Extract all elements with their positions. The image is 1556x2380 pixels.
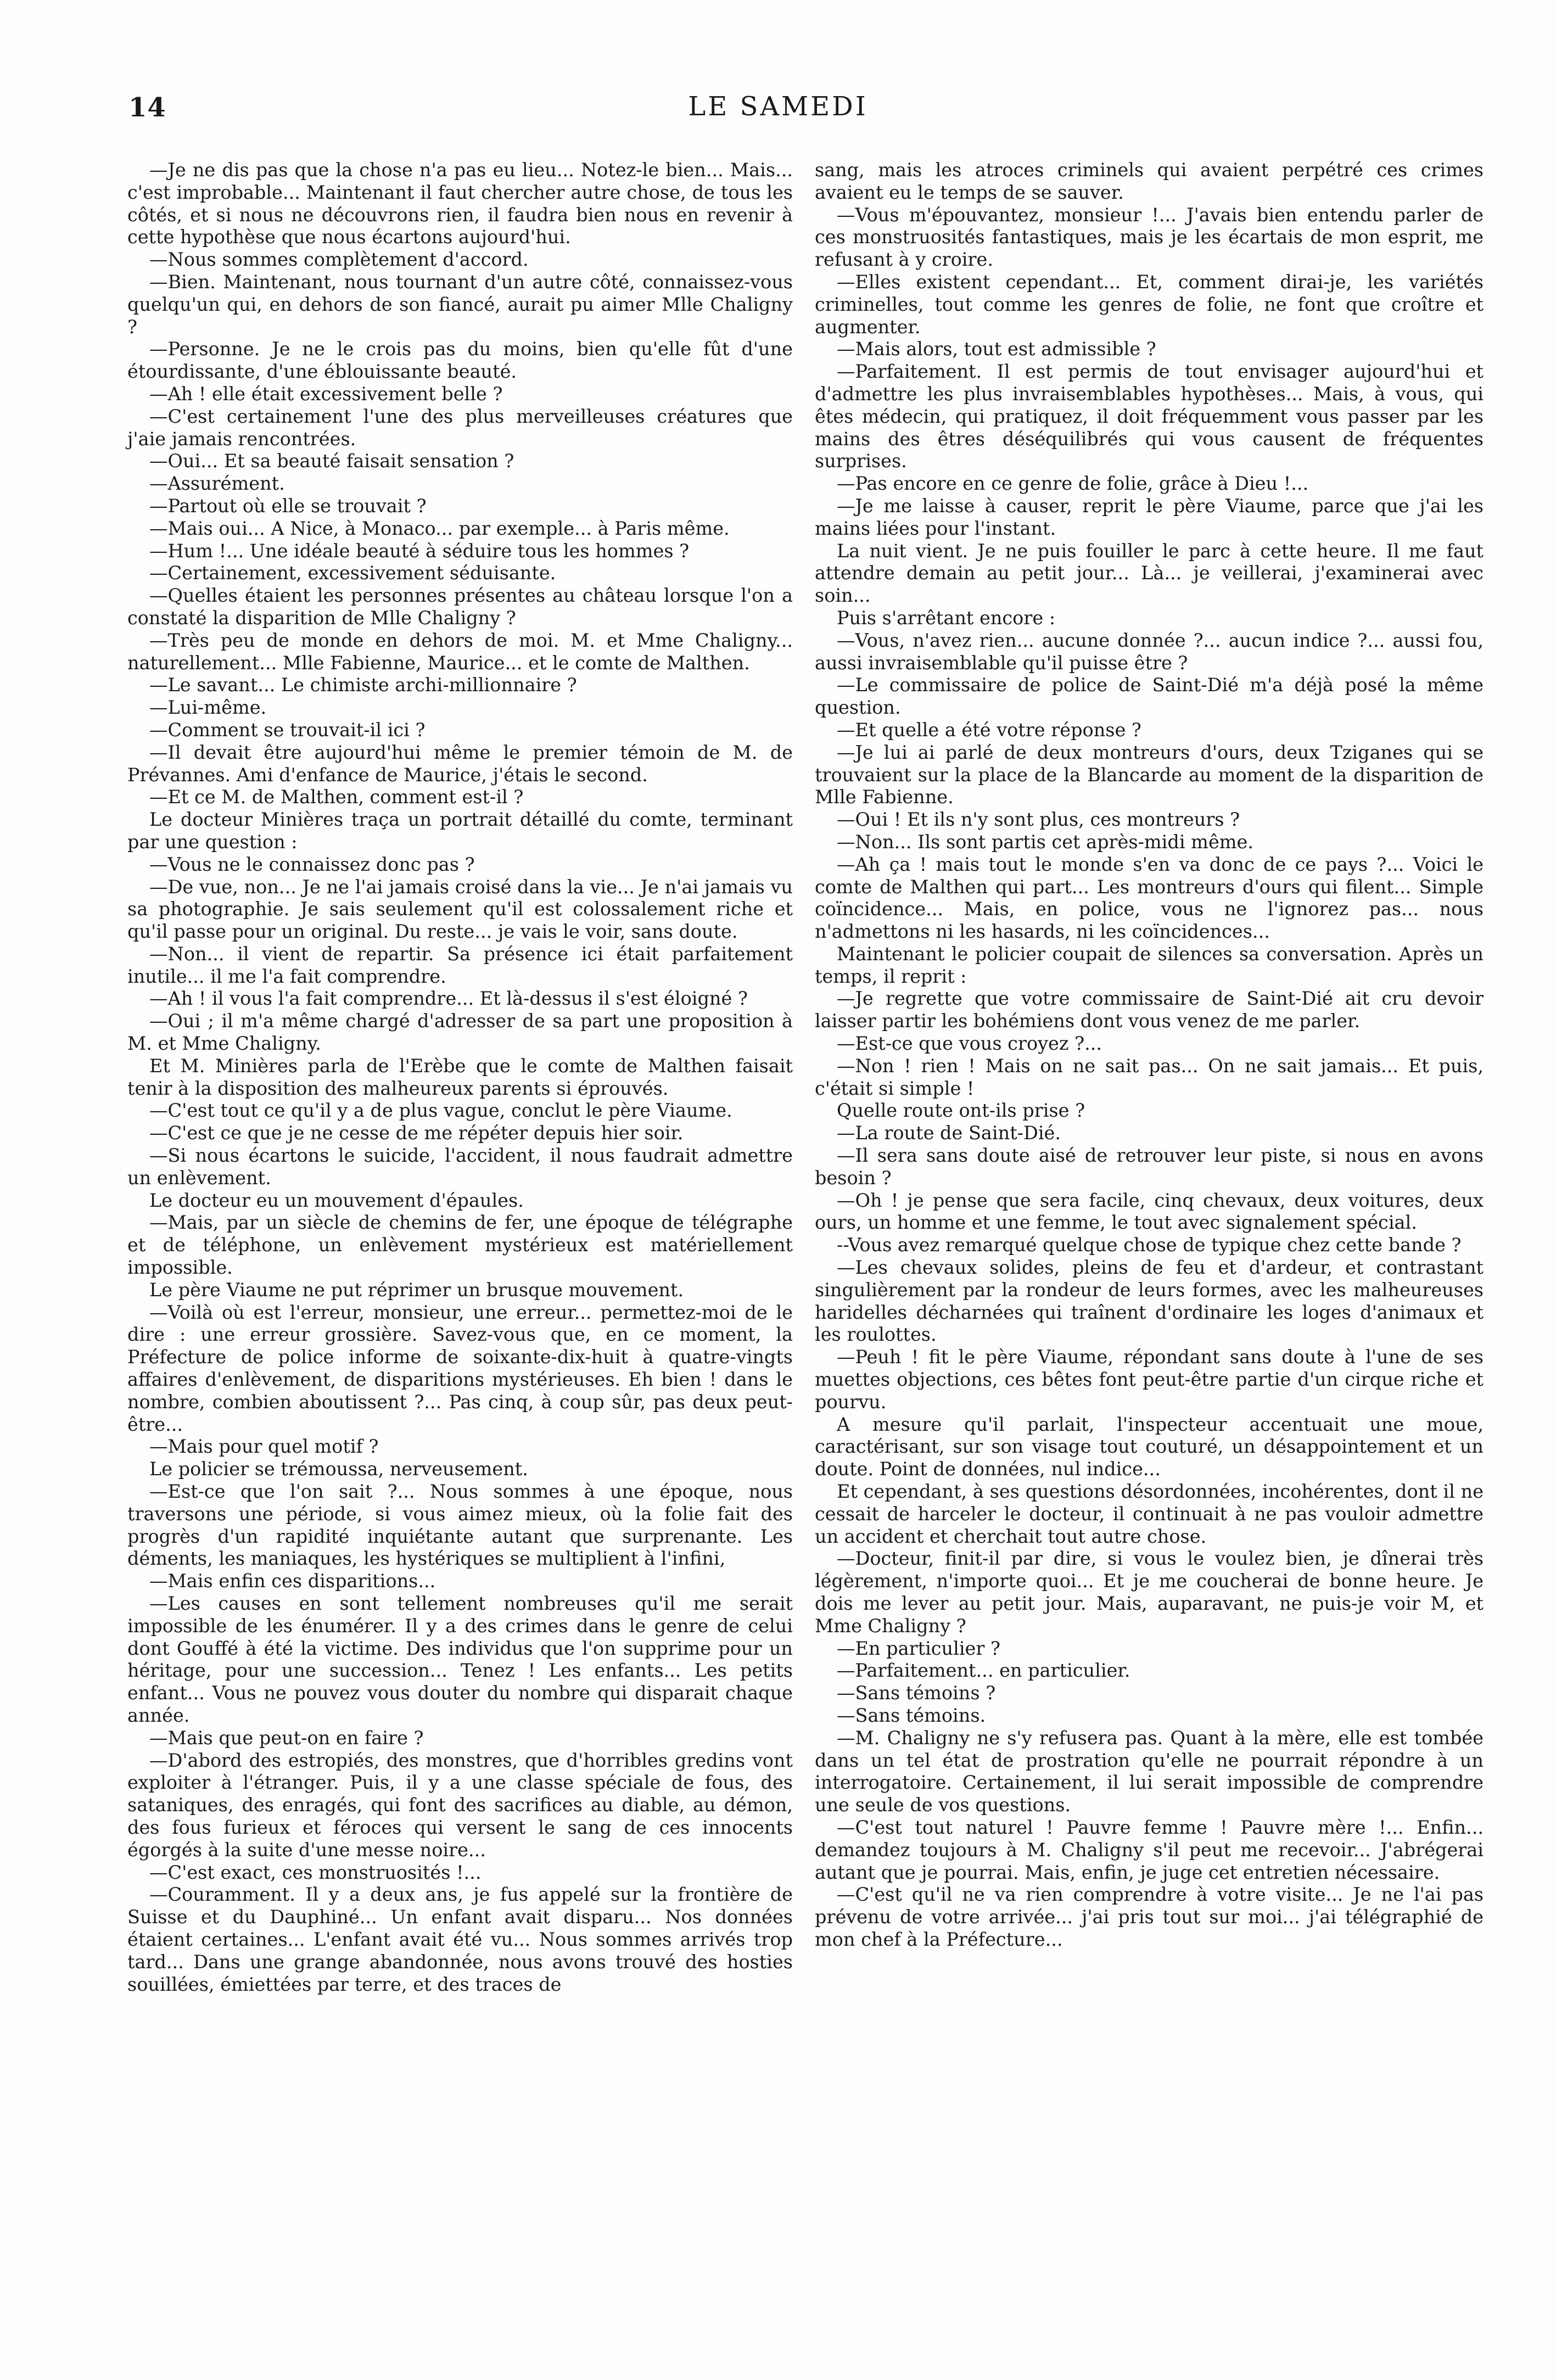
paragraph: Maintenant le policier coupait de silences sa conversation. Après un temps, il reprit :: [815, 943, 1484, 987]
paragraph: —Mais, par un siècle de chemins de fer, une époque de télégraphe et de téléphone, un enlèvement mystérieux est matériellement impossible.: [127, 1212, 793, 1279]
paragraph: —Est-ce que vous croyez ?...: [837, 1033, 1102, 1055]
paragraph: —Hum !... Une idéale beauté à séduire tous les hommes ?: [149, 540, 690, 562]
running-title: LE SAMEDI: [688, 91, 868, 122]
paragraph: —Il sera sans doute aisé de retrouver leur piste, si nous en avons besoin ?: [815, 1145, 1484, 1189]
paragraph: —Ah ça ! mais tout le monde s'en va donc de ce pays ?... Voici le comte de Malthen qui part... Les montreurs d'ours qui filent... Simple coïncidence... Mais, en police, vous ne l'ignorez pas... nous n'admettons ni les hasards, ni les coïncidences...: [815, 853, 1484, 943]
paragraph: —Non... il vient de repartir. Sa présence ici était parfaitement inutile... il me l'a fait comprendre.: [127, 943, 793, 987]
paragraph: —Comment se trouvait-il ici ?: [149, 719, 426, 741]
paragraph: —Sans témoins.: [837, 1704, 986, 1726]
paragraph: —Vous ne le connaissez donc pas ?: [149, 853, 475, 875]
paragraph: —Sans témoins ?: [837, 1682, 996, 1704]
paragraph: —Couramment. Il y a deux ans, je fus appelé sur la frontière de Suisse et du Dauphiné... Un enfant avait disparu... Nos données étaient certaines... L'enfant avait été vu... Nous sommes arrivés trop tard... Dans une grange abandonnée, nous avons trouvé des hosties souillées, émiettées par terre, et des traces de: [127, 1884, 793, 1995]
paragraph: —Pas encore en ce genre de folie, grâce à Dieu !...: [837, 473, 1309, 495]
paragraph: —Parfaitement... en particulier.: [837, 1660, 1130, 1682]
paragraph: —Ah ! il vous l'a fait comprendre... Et là-dessus il s'est éloigné ?: [149, 988, 748, 1010]
paragraph: --Vous avez remarqué quelque chose de typique chez cette bande ?: [837, 1234, 1462, 1256]
paragraph: —C'est tout naturel ! Pauvre femme ! Pauvre mère !... Enfin... demandez toujours à M. Chaligny s'il peut me recevoir... J'abrégerai autant que je pourrai. Mais, enfin, je juge cet entretien nécessaire.: [815, 1816, 1484, 1883]
paragraph: Et M. Minières parla de l'Erèbe que le comte de Malthen faisait tenir à la disposition des malheureux parents si éprouvés.: [127, 1055, 793, 1099]
paragraph: Et cependant, à ses questions désordonnées, incohérentes, dont il ne cessait de harceler le docteur, il continuait à ne pas vouloir admettre un accident et cherchait tout autre chose.: [815, 1481, 1484, 1547]
page-number: 14: [128, 92, 166, 123]
paragraph: —Est-ce que l'on sait ?... Nous sommes à une époque, nous traversons une période, si vous aimez mieux, où la folie fait des progrès d'un rapidité inquiétante autant que surprenante. Les déments, les maniaques, les hystériques se multiplient à l'infini,: [127, 1481, 793, 1570]
paragraph: —Nous sommes complètement d'accord.: [149, 249, 529, 271]
paragraph: Le père Viaume ne put réprimer un brusque mouvement.: [149, 1279, 684, 1301]
paragraph: —Je me laisse à causer, reprit le père Viaume, parce que j'ai les mains liées pour l'instant.: [815, 495, 1484, 539]
paragraph: —M. Chaligny ne s'y refusera pas. Quant à la mère, elle est tombée dans un tel état de prostration qu'elle ne pourrait répondre à un interrogatoire. Certainement, il lui serait impossible de comprendre une seule de vos questions.: [815, 1727, 1484, 1816]
paragraph: —En particulier ?: [837, 1637, 1000, 1659]
paragraph: Le policier se trémoussa, nerveusement.: [149, 1458, 528, 1480]
paragraph: —Les chevaux solides, pleins de feu et d'ardeur, et contrastant singulièrement par la rondeur de leurs formes, avec les malheureuses haridelles décharnées qui traînent d'ordinaire les loges d'animaux et les roulottes.: [815, 1257, 1484, 1346]
paragraph: —Bien. Maintenant, nous tournant d'un autre côté, connaissez-vous quelqu'un qui, en dehors de son fiancé, aurait pu aimer Mlle Chaligny ?: [127, 271, 793, 338]
paragraph: —Vous, n'avez rien... aucune donnée ?... aucun indice ?... aussi fou, aussi invraisemblable qu'il puisse être ?: [815, 629, 1484, 674]
paragraph: —Je ne dis pas que la chose n'a pas eu lieu... Notez-le bien... Mais... c'est improbable... Maintenant il faut chercher autre chose, de tous les côtés, et si nous ne découvrons rien, il faudra bien nous en revenir à cette hypothèse que nous écartons aujourd'hui.: [127, 159, 793, 248]
paragraph: —De vue, non... Je ne l'ai jamais croisé dans la vie... Je n'ai jamais vu sa photographie. Je sais seulement qu'il est colossalement riche et qu'il passe pour un original. Du reste... je vais le voir, sans doute.: [127, 876, 793, 943]
paragraph: —Mais enfin ces disparitions...: [149, 1570, 436, 1592]
paragraph: —C'est exact, ces monstruosités !...: [149, 1861, 482, 1883]
paragraph: —Si nous écartons le suicide, l'accident, il nous faudrait admettre un enlèvement.: [127, 1145, 793, 1189]
paragraph: —Lui-même.: [149, 697, 267, 719]
paragraph: —Partout où elle se trouvait ?: [149, 495, 427, 517]
paragraph: —Certainement, excessivement séduisante.: [149, 562, 556, 584]
paragraph: —Mais pour quel motif ?: [149, 1436, 379, 1458]
paragraph: —Parfaitement. Il est permis de tout envisager aujourd'hui et d'admettre les plus invraisemblables hypothèses... Mais, à vous, qui êtes médecin, qui pratiquez, il doit fréquemment vous passer par les mains des êtres déséquilibrés qui vous causent de fréquentes surprises.: [815, 361, 1484, 472]
paragraph: —Oui... Et sa beauté faisait sensation ?: [149, 450, 514, 472]
paragraph: —Les causes en sont tellement nombreuses qu'il me serait impossible de les énumérer. Il y a des crimes dans le genre de celui dont Gouffé à été la victime. Des individus que l'on supprime pour un héritage, pour une succession... Tenez ! Les enfants... Les petits enfant... Vous ne pouvez vous douter du nombre qui disparait chaque année.: [127, 1593, 793, 1726]
paragraph: La nuit vient. Je ne puis fouiller le parc à cette heure. Il me faut attendre demain au petit jour... Là... je veillerai, j'examinerai avec soin...: [815, 540, 1484, 607]
paragraph: Le docteur Minières traça un portrait détaillé du comte, terminant par une question :: [127, 809, 793, 853]
paragraph: —Voilà où est l'erreur, monsieur, une erreur... permettez-moi de le dire : une erreur grossière. Savez-vous que, en ce moment, la Préfecture de police informe de soixante-dix-huit à quatre-vingts affaires d'enlèvement, de disparitions mystérieuses. Eh bien ! dans le nombre, combien aboutissent ?... Pas cinq, à coup sûr, pas deux peut-être...: [127, 1301, 793, 1435]
paragraph: —Je lui ai parlé de deux montreurs d'ours, deux Tziganes qui se trouvaient sur la place de la Blancarde au moment de la disparition de Mlle Fabienne.: [815, 741, 1484, 808]
paragraph: Le docteur eu un mouvement d'épaules.: [149, 1189, 524, 1211]
paragraph: —C'est tout ce qu'il y a de plus vague, conclut le père Viaume.: [149, 1100, 732, 1122]
paragraph: —Quelles étaient les personnes présentes au château lorsque l'on a constaté la disparition de Mlle Chaligny ?: [127, 585, 793, 629]
paragraph: —Ah ! elle était excessivement belle ?: [149, 383, 503, 405]
paragraph: —Personne. Je ne le crois pas du moins, bien qu'elle fût d'une étourdissante, d'une éblouissante beauté.: [127, 338, 793, 383]
paragraph: —Docteur, finit-il par dire, si vous le voulez bien, je dînerai très légèrement, n'importe quoi... Et je me coucherai de bonne heure. Je dois me lever au petit jour. Mais, auparavant, ne puis-je voir M, et Mme Chaligny ?: [815, 1548, 1484, 1637]
paragraph: —Non ! rien ! Mais on ne sait pas... On ne sait jamais... Et puis, c'était si simple !: [815, 1055, 1484, 1099]
paragraph: Quelle route ont-ils prise ?: [837, 1100, 1085, 1122]
paragraph: —Mais oui... A Nice, à Monaco... par exemple... à Paris même.: [149, 517, 730, 539]
paragraph: —C'est qu'il ne va rien comprendre à votre visite... Je ne l'ai pas prévenu de votre arrivée... j'ai pris tout sur moi... j'ai télégraphié de mon chef à la Préfecture...: [815, 1884, 1484, 1950]
paragraph: —Vous m'épouvantez, monsieur !... J'avais bien entendu parler de ces monstruosités fantastiques, mais je les écartais de mon esprit, me refusant à y croire.: [815, 204, 1484, 271]
left-column: [127, 159, 793, 1996]
paragraph: A mesure qu'il parlait, l'inspecteur accentuait une moue, caractérisant, sur son visage tout couturé, un désappointement et un doute. Point de données, nul indice...: [815, 1413, 1484, 1480]
paragraph: —Et ce M. de Malthen, comment est-il ?: [149, 786, 524, 808]
paragraph: —Très peu de monde en dehors de moi. M. et Mme Chaligny... naturellement... Mlle Fabienne, Maurice... et le comte de Malthen.: [127, 629, 793, 674]
paragraph: —Mais que peut-on en faire ?: [149, 1727, 424, 1749]
paragraph: —Assurément.: [149, 473, 285, 495]
paragraph: —Non... Ils sont partis cet après-midi même.: [837, 831, 1254, 853]
paragraph: —Je regrette que votre commissaire de Saint-Dié ait cru devoir laisser partir les bohémiens dont vous venez de me parler.: [815, 988, 1484, 1032]
paragraph: —Et quelle a été votre réponse ?: [837, 719, 1141, 741]
paragraph: —Oui ! Et ils n'y sont plus, ces montreurs ?: [837, 809, 1240, 831]
paragraph: —Le commissaire de police de Saint-Dié m'a déjà posé la même question.: [815, 674, 1484, 719]
paragraph: —Le savant... Le chimiste archi-millionnaire ?: [149, 674, 577, 696]
right-column: [815, 159, 1484, 1951]
paragraph: —Mais alors, tout est admissible ?: [837, 338, 1156, 360]
paragraph: —Elles existent cependant... Et, comment dirai-je, les variétés criminelles, tout comme les genres de folie, ne font que croître et augmenter.: [815, 271, 1484, 338]
paragraph: —La route de Saint-Dié.: [837, 1122, 1061, 1144]
paragraph: Puis s'arrêtant encore :: [837, 607, 1056, 629]
paragraph: —C'est ce que je ne cesse de me répéter depuis hier soir.: [149, 1122, 684, 1144]
paragraph: —D'abord des estropiés, des monstres, que d'horribles gredins vont exploiter à l'étranger. Puis, il y a une classe spéciale de fous, des sataniques, des enragés, qui font des sacrifices au diable, au démon, des fous furieux et féroces qui versent le sang de ces innocents égorgés à la suite d'une messe noire...: [127, 1749, 793, 1861]
paragraph: —Il devait être aujourd'hui même le premier témoin de M. de Prévannes. Ami d'enfance de Maurice, j'étais le second.: [127, 741, 793, 786]
paragraph: —Peuh ! fit le père Viaume, répondant sans doute à l'une de ses muettes objections, ces bêtes font peut-être partie d'un cirque riche et pourvu.: [815, 1346, 1484, 1413]
paragraph: sang, mais les atroces criminels qui avaient perpétré ces crimes avaient eu le temps de se sauver.: [815, 159, 1484, 203]
paragraph: —Oui ; il m'a même chargé d'adresser de sa part une proposition à M. et Mme Chaligny.: [127, 1010, 793, 1055]
paragraph: —Oh ! je pense que sera facile, cinq chevaux, deux voitures, deux ours, un homme et une femme, le tout avec signalement spécial.: [815, 1189, 1484, 1234]
paragraph: —C'est certainement l'une des plus merveilleuses créatures que j'aie jamais rencontrées.: [127, 405, 793, 450]
